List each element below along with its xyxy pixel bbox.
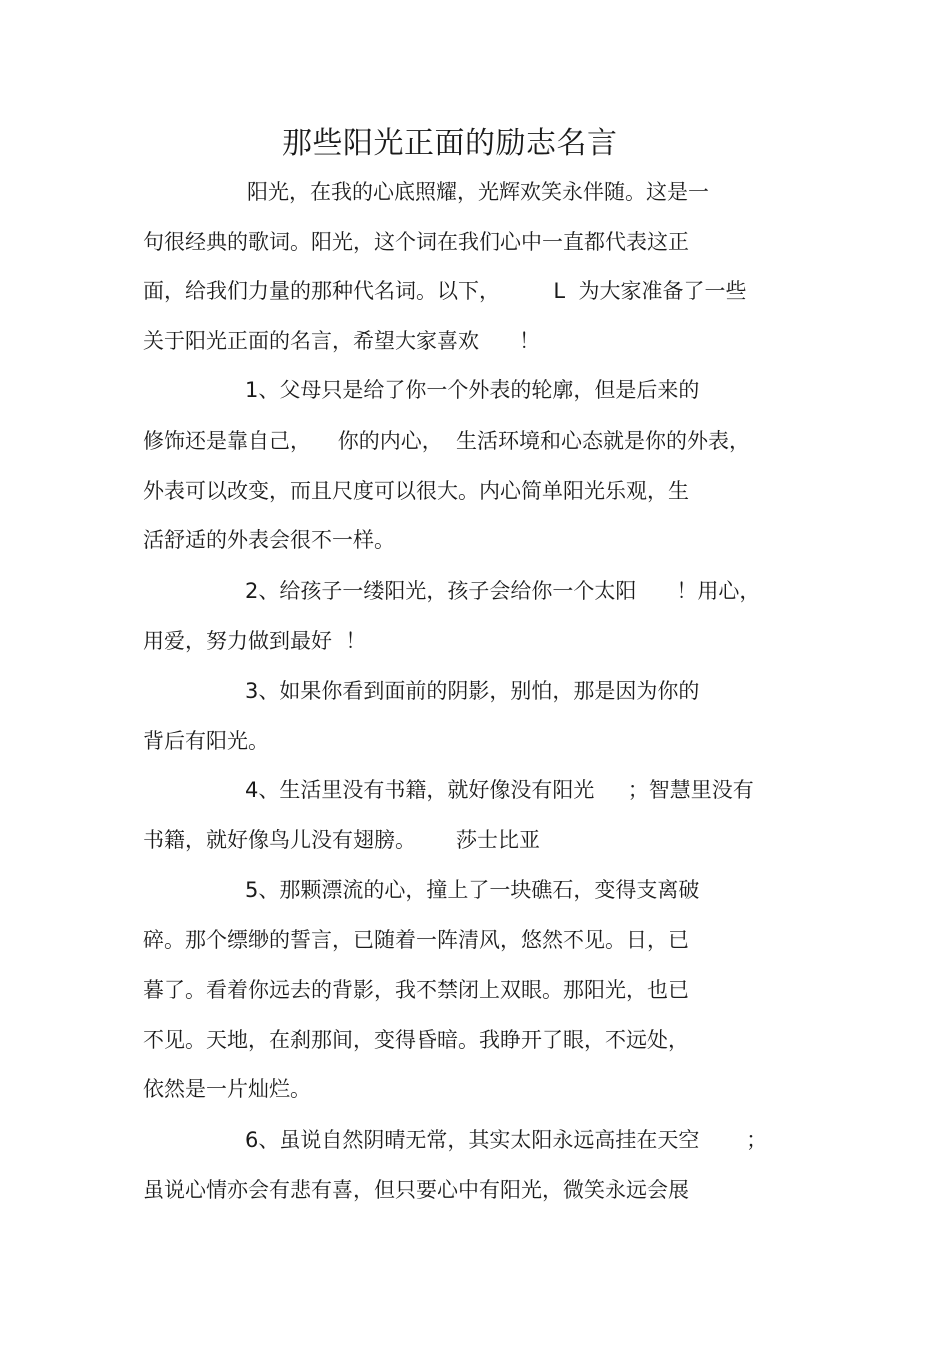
paragraph-line: 1、父母只是给了你一个外表的轮廓，但是后来的 — [245, 378, 700, 402]
paragraph-line: 外表可以改变，而且尺度可以很大。内心简单阳光乐观，生 — [143, 479, 689, 503]
paragraph-line: 依然是一片灿烂。 — [143, 1077, 311, 1101]
paragraph-line: 背后有阳光。 — [143, 729, 269, 753]
paragraph-line: 3、如果你看到面前的阴影，别怕，那是因为你的 — [245, 679, 700, 703]
paragraph-line: 面，给我们力量的那种代名词。以下， L 为大家准备了一些 — [143, 279, 747, 303]
document-title: 那些阳光正面的励志名言 — [282, 126, 618, 161]
paragraph-line: 6、虽说自然阴晴无常，其实太阳永远高挂在天空 ； — [245, 1128, 768, 1152]
paragraph-line: 碎。那个缥缈的誓言，已随着一阵清风，悠然不见。日，已 — [143, 928, 689, 952]
paragraph-line: 句很经典的歌词。阳光，这个词在我们心中一直都代表这正 — [143, 230, 689, 254]
paragraph-line: 虽说心情亦会有悲有喜，但只要心中有阳光，微笑永远会展 — [143, 1178, 689, 1202]
paragraph-line: 阳光，在我的心底照耀，光辉欢笑永伴随。这是一 — [247, 180, 709, 204]
paragraph-line: 修饰还是靠自己， 你的内心， 生活环境和心态就是你的外表， — [143, 429, 751, 453]
paragraph-line: 书籍，就好像鸟儿没有翅膀。 莎士比亚 — [143, 828, 541, 852]
paragraph-line: 4、生活里没有书籍，就好像没有阳光 ；智慧里没有 — [245, 778, 754, 802]
paragraph-line: 不见。天地，在刹那间，变得昏暗。我睁开了眼，不远处， — [143, 1028, 689, 1052]
paragraph-line: 2、给孩子一缕阳光，孩子会给你一个太阳 ！用心， — [245, 579, 761, 603]
paragraph-line: 5、那颗漂流的心，撞上了一块礁石，变得支离破 — [245, 878, 700, 902]
paragraph-line: 活舒适的外表会很不一样。 — [143, 528, 395, 552]
paragraph-line: 关于阳光正面的名言，希望大家喜欢 ！ — [143, 329, 541, 353]
paragraph-line: 暮了。看着你远去的背影，我不禁闭上双眼。那阳光，也已 — [143, 978, 689, 1002]
paragraph-line: 用爱，努力做到最好 ！ — [143, 629, 367, 653]
